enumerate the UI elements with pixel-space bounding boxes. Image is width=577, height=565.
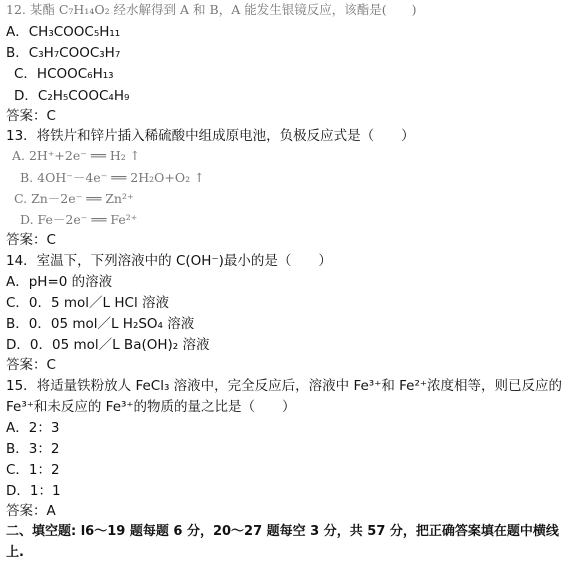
q13-option-d: D. Fe－2e⁻ ══ Fe²⁺ — [20, 212, 138, 227]
q12-option-b: B．C₃H₇COOC₃H₇ — [6, 45, 121, 61]
q12-option-d: D．C₂H₅COOC₄H₉ — [14, 88, 130, 104]
q15-option-c: C．1：2 — [6, 462, 60, 478]
q14-option-b: B．0．05 mol／L H₂SO₄ 溶液 — [6, 316, 195, 332]
q15-answer: 答案：A — [6, 503, 56, 519]
q13-stem: 13．将铁片和锌片插入稀硫酸中组成原电池，负极反应式是（ ） — [6, 128, 415, 144]
q14-stem: 14．室温下，下列溶液中的 C(OH⁻)最小的是（ ） — [6, 253, 332, 269]
q13-option-b: B. 4OH⁻－4e⁻ ══ 2H₂O+O₂ ↑ — [20, 170, 205, 185]
q14-option-a: A．pH=0 的溶液 — [6, 274, 113, 290]
q14-answer: 答案：C — [6, 357, 56, 373]
q12-option-a: A．CH₃COOC₅H₁₁ — [6, 24, 121, 40]
section-heading: 二、填空题: l6～19 题每题 6 分，20～27 题每空 3 分，共 57 分，把正确答案填在题中横线 — [6, 524, 559, 539]
q15-stem-continued: Fe³⁺和未反应的 Fe³⁺的物质的量之比是（ ） — [6, 399, 296, 415]
q14-option-d: D．0．05 mol／L Ba(OH)₂ 溶液 — [6, 337, 210, 353]
section-heading-continued: 上. — [6, 545, 24, 560]
q15-option-a: A．2：3 — [6, 420, 60, 436]
q14-option-c: C．0．5 mol／L HCl 溶液 — [6, 295, 169, 311]
q12-answer: 答案：C — [6, 108, 56, 124]
q15-option-b: B．3：2 — [6, 441, 60, 457]
q13-answer: 答案：C — [6, 232, 56, 248]
q12-stem: 12. 某酯 C₇H₁₄O₂ 经水解得到 A 和 B，A 能发生银镜反应，该酯是( ) — [6, 2, 417, 17]
q15-option-d: D．1：1 — [6, 483, 61, 499]
q13-option-c: C. Zn－2e⁻ ══ Zn²⁺ — [14, 191, 134, 206]
q13-option-a: A. 2H⁺+2e⁻ ══ H₂ ↑ — [12, 148, 141, 163]
q12-option-c: C．HCOOC₆H₁₃ — [14, 66, 114, 82]
q15-stem: 15．将适量铁粉放人 FeCl₃ 溶液中，完全反应后，溶液中 Fe³⁺和 Fe²⁺浓度相等，则已反应的 — [6, 378, 563, 394]
